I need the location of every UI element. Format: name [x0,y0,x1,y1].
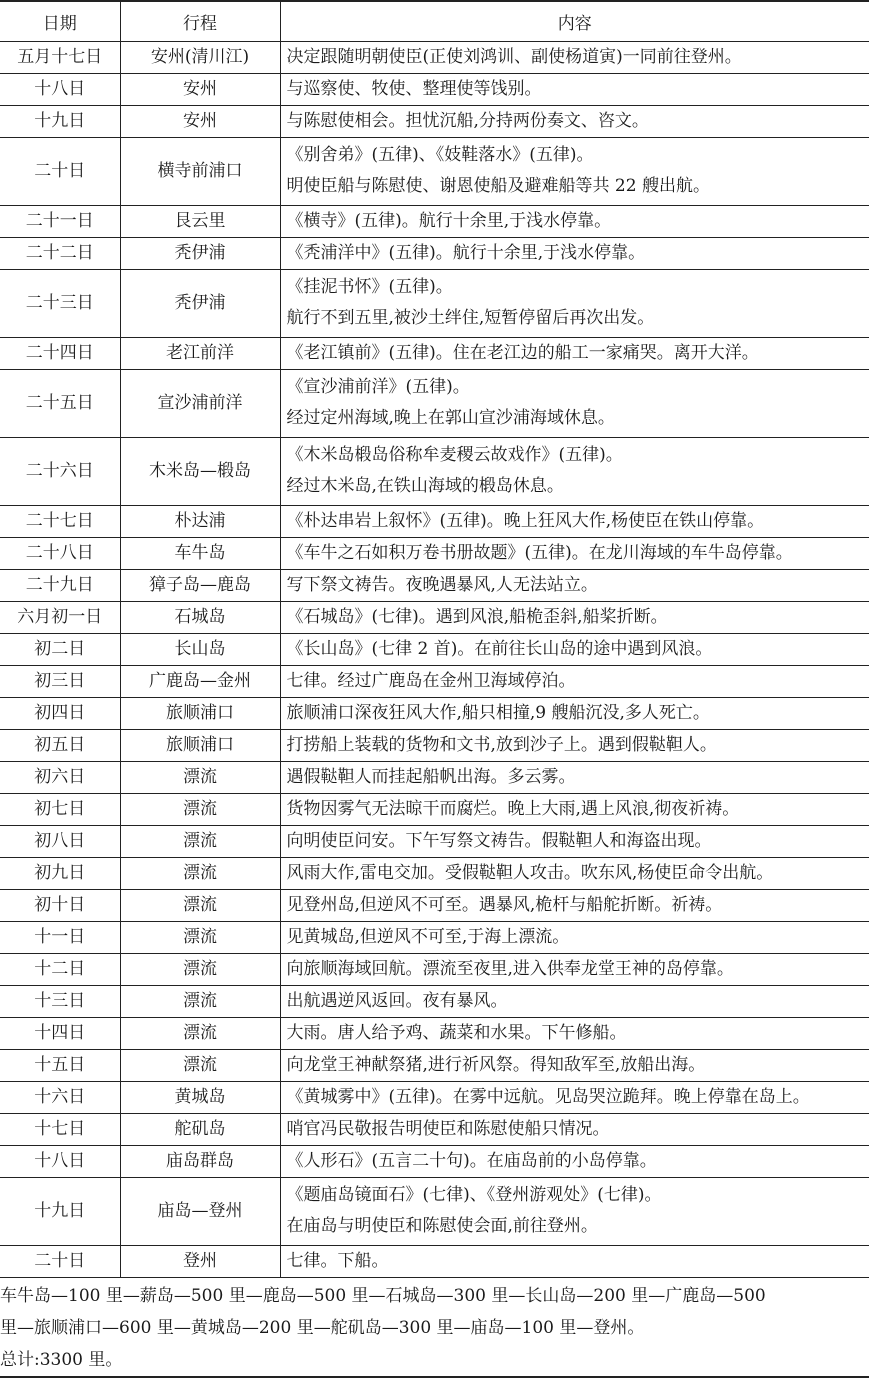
row-route: 登州 [120,1245,280,1277]
row-content-line: 写下祭文祷告。夜晚遇暴风,人无法站立。 [286,574,598,595]
row-date: 初十日 [0,889,120,921]
row-date: 初四日 [0,697,120,729]
row-route: 老江前洋 [120,337,280,369]
row-content [280,697,869,729]
row-content-line: 《车牛之石如积万卷书册故题》(五律)。在龙川海域的车牛岛停靠。 [286,542,793,563]
row-content-line: 《老江镇前》(五律)。住在老江边的船工一家痛哭。离开大洋。 [286,342,759,363]
row-content-line: 《横寺》(五律)。航行十余里,于浅水停靠。 [286,210,612,231]
row-content-line: 七律。下船。 [286,1250,389,1271]
row-route: 安州(清川江) [120,41,280,73]
row-content-line: 向明使臣问安。下午写祭文祷告。假鞑靼人和海盗出现。 [286,830,712,851]
row-content-line: 经过定州海域,晚上在郭山宣沙浦海域休息。 [286,408,615,428]
table-row [0,857,869,889]
table-row [0,337,869,369]
row-content [280,337,869,369]
row-date: 二十七日 [0,505,120,537]
row-date: 二十五日 [0,369,120,437]
row-route: 广鹿岛—金州 [120,665,280,697]
row-content [280,857,869,889]
table-row [0,1245,869,1277]
row-date: 十六日 [0,1081,120,1113]
row-date: 二十九日 [0,569,120,601]
row-date: 十八日 [0,73,120,105]
row-route: 朴达浦 [120,505,280,537]
row-content-line: 明使臣船与陈慰使、谢恩使船及避难船等共 22 艘出航。 [286,176,710,196]
row-content [280,953,869,985]
row-content-line: 《石城岛》(七律)。遇到风浪,船桅歪斜,船桨折断。 [286,606,668,627]
table-row [0,205,869,237]
table-row [0,369,869,437]
row-content-line: 在庙岛与明使臣和陈慰使会面,前往登州。 [286,1216,598,1236]
table-row [0,537,869,569]
table-row [0,237,869,269]
row-content [280,269,869,337]
row-content [280,73,869,105]
row-route: 漂流 [120,953,280,985]
row-date: 初五日 [0,729,120,761]
row-content-line: 见黄城岛,但逆风不可至,于海上漂流。 [286,926,570,947]
row-content-line: 哨官冯民敬报告明使臣和陈慰使船只情况。 [286,1118,610,1139]
row-content [280,41,869,73]
row-date: 初二日 [0,633,120,665]
row-route: 漂流 [120,1017,280,1049]
table-row [0,1081,869,1113]
row-content-line: 经过木米岛,在铁山海域的椴岛休息。 [286,476,564,496]
row-route: 庙岛—登州 [120,1177,280,1245]
row-content [280,369,869,437]
table-row [0,1145,869,1177]
table-row [0,793,869,825]
row-date: 十四日 [0,1017,120,1049]
row-route: 宣沙浦前洋 [120,369,280,437]
table-row [0,921,869,953]
table-row [0,269,869,337]
row-date: 十九日 [0,105,120,137]
row-content-line: 遇假鞑靼人而挂起船帆出海。多云雾。 [286,766,576,787]
row-date: 二十一日 [0,205,120,237]
route-summary-line: 里—旅顺浦口—600 里—黄城岛—200 里—舵矶岛—300 里—庙岛—100 里—登州。 [0,1317,645,1338]
row-content-line: 向旅顺海域回航。漂流至夜里,进入供奉龙堂王神的岛停靠。 [286,958,734,979]
table-row [0,697,869,729]
row-content-line: 与陈慰使相会。担忧沉船,分持两份奏文、咨文。 [286,110,649,131]
row-date: 十一日 [0,921,120,953]
row-route: 木米岛—椴岛 [120,437,280,505]
row-route: 艮云里 [120,205,280,237]
row-date: 十三日 [0,985,120,1017]
table-row [0,1113,869,1145]
row-content-line: 见登州岛,但逆风不可至。遇暴风,桅杆与船舵折断。祈祷。 [286,894,723,915]
table-row [0,985,869,1017]
row-content [280,1245,869,1277]
row-content-line: 向龙堂王神献祭猪,进行祈风祭。得知敌军至,放船出海。 [286,1054,706,1075]
row-content [280,729,869,761]
row-content [280,761,869,793]
table-row [0,665,869,697]
table-row [0,889,869,921]
row-date: 二十八日 [0,537,120,569]
row-date: 二十二日 [0,237,120,269]
row-content [280,537,869,569]
table-row [0,569,869,601]
row-route: 漂流 [120,825,280,857]
row-content-line: 决定跟随明朝使臣(正使刘鸿训、副使杨道寅)一同前往登州。 [286,46,742,67]
header-date: 日期 [0,1,120,41]
row-route: 旅顺浦口 [120,729,280,761]
route-summary [0,1278,869,1378]
row-date: 二十日 [0,137,120,205]
row-content [280,825,869,857]
row-date: 二十三日 [0,269,120,337]
row-content [280,505,869,537]
row-content [280,921,869,953]
row-route: 长山岛 [120,633,280,665]
table-body [0,41,869,1277]
row-date: 初九日 [0,857,120,889]
row-date: 十二日 [0,953,120,985]
table-row [0,953,869,985]
row-content [280,1081,869,1113]
row-route: 漂流 [120,889,280,921]
row-content [280,1113,869,1145]
row-content [280,1017,869,1049]
row-route: 漂流 [120,857,280,889]
row-content-line: 《别舍弟》(五律)、《妓鞋落水》(五律)。 [286,145,594,165]
row-date: 十八日 [0,1145,120,1177]
row-content [280,665,869,697]
row-route: 漂流 [120,921,280,953]
row-route: 獐子岛—鹿岛 [120,569,280,601]
row-route: 秃伊浦 [120,269,280,337]
row-content [280,137,869,205]
table-row [0,601,869,633]
row-route: 漂流 [120,985,280,1017]
row-route: 秃伊浦 [120,237,280,269]
row-date: 初三日 [0,665,120,697]
row-content-line: 货物因雾气无法晾干而腐烂。晚上大雨,遇上风浪,彻夜祈祷。 [286,798,740,819]
row-content-line: 打捞船上装载的货物和文书,放到沙子上。遇到假鞑靼人。 [286,734,717,755]
row-content-line: 风雨大作,雷电交加。受假鞑靼人攻击。吹东风,杨使臣命令出航。 [286,862,774,883]
row-content-line: 《秃浦洋中》(五律)。航行十余里,于浅水停靠。 [286,242,646,263]
row-date: 二十日 [0,1245,120,1277]
table-row [0,633,869,665]
table-row [0,729,869,761]
row-route: 安州 [120,105,280,137]
row-content-line: 《题庙岛镜面石》(七律)、《登州游观处》(七律)。 [286,1185,662,1205]
row-content-line: 《黄城雾中》(五律)。在雾中远航。见岛哭泣跪拜。晚上停靠在岛上。 [286,1086,810,1107]
table-row [0,437,869,505]
row-content [280,1145,869,1177]
row-content [280,569,869,601]
row-date: 十五日 [0,1049,120,1081]
row-content-line: 《挂泥书怀》(五律)。 [286,277,453,297]
row-content-line: 航行不到五里,被沙土绊住,短暂停留后再次出发。 [286,308,655,328]
row-content-line: 《朴达串岩上叙怀》(五律)。晚上狂风大作,杨使臣在铁山停靠。 [286,510,765,531]
table-header [0,1,869,41]
row-content-line: 《长山岛》(七律 2 首)。在前往长山岛的途中遇到风浪。 [286,638,713,659]
row-content-line: 旅顺浦口深夜狂风大作,船只相撞,9 艘船沉没,多人死亡。 [286,702,710,723]
row-route: 车牛岛 [120,537,280,569]
row-content-line: 大雨。唐人给予鸡、蔬菜和水果。下午修船。 [286,1022,627,1043]
row-content-line: 《人形石》(五言二十句)。在庙岛前的小岛停靠。 [286,1150,657,1171]
row-content-line: 出航遇逆风返回。夜有暴风。 [286,990,508,1011]
row-route: 旅顺浦口 [120,697,280,729]
table-row [0,505,869,537]
row-content [280,633,869,665]
row-date: 十七日 [0,1113,120,1145]
table-row [0,761,869,793]
row-date: 初七日 [0,793,120,825]
row-content-line: 与巡察使、牧使、整理使等饯别。 [286,78,542,99]
row-date: 初六日 [0,761,120,793]
table-row [0,1017,869,1049]
row-content-line: 《宣沙浦前洋》(五律)。 [286,377,470,397]
row-route: 安州 [120,73,280,105]
row-content [280,205,869,237]
row-route: 漂流 [120,793,280,825]
row-date: 二十六日 [0,437,120,505]
row-content [280,601,869,633]
table-row [0,105,869,137]
row-route: 横寺前浦口 [120,137,280,205]
row-content [280,1049,869,1081]
row-content [280,793,869,825]
row-content-line: 七律。经过广鹿岛在金州卫海域停泊。 [286,670,576,691]
table-row [0,41,869,73]
row-route: 石城岛 [120,601,280,633]
row-date: 二十四日 [0,337,120,369]
row-content [280,985,869,1017]
table-row [0,73,869,105]
table-row [0,1049,869,1081]
row-content [280,237,869,269]
route-total: 总计:3300 里。 [0,1349,123,1370]
row-date: 初八日 [0,825,120,857]
header-content: 内容 [280,1,869,41]
row-route: 舵矶岛 [120,1113,280,1145]
row-date: 五月十七日 [0,41,120,73]
row-route: 黄城岛 [120,1081,280,1113]
row-route: 漂流 [120,1049,280,1081]
row-date: 六月初一日 [0,601,120,633]
row-route: 漂流 [120,761,280,793]
row-content [280,105,869,137]
row-route: 庙岛群岛 [120,1145,280,1177]
table-row [0,825,869,857]
row-date: 十九日 [0,1177,120,1245]
header-route: 行程 [120,1,280,41]
row-content [280,437,869,505]
table-row [0,1177,869,1245]
route-summary-line: 车牛岛—100 里—薪岛—500 里—鹿岛—500 里—石城岛—300 里—长山岛—200 里—广鹿岛—500 [0,1285,766,1306]
row-content [280,889,869,921]
table-row [0,137,869,205]
row-content [280,1177,869,1245]
row-content-line: 《木米岛椴岛俗称牟麦稷云故戏作》(五律)。 [286,445,623,465]
